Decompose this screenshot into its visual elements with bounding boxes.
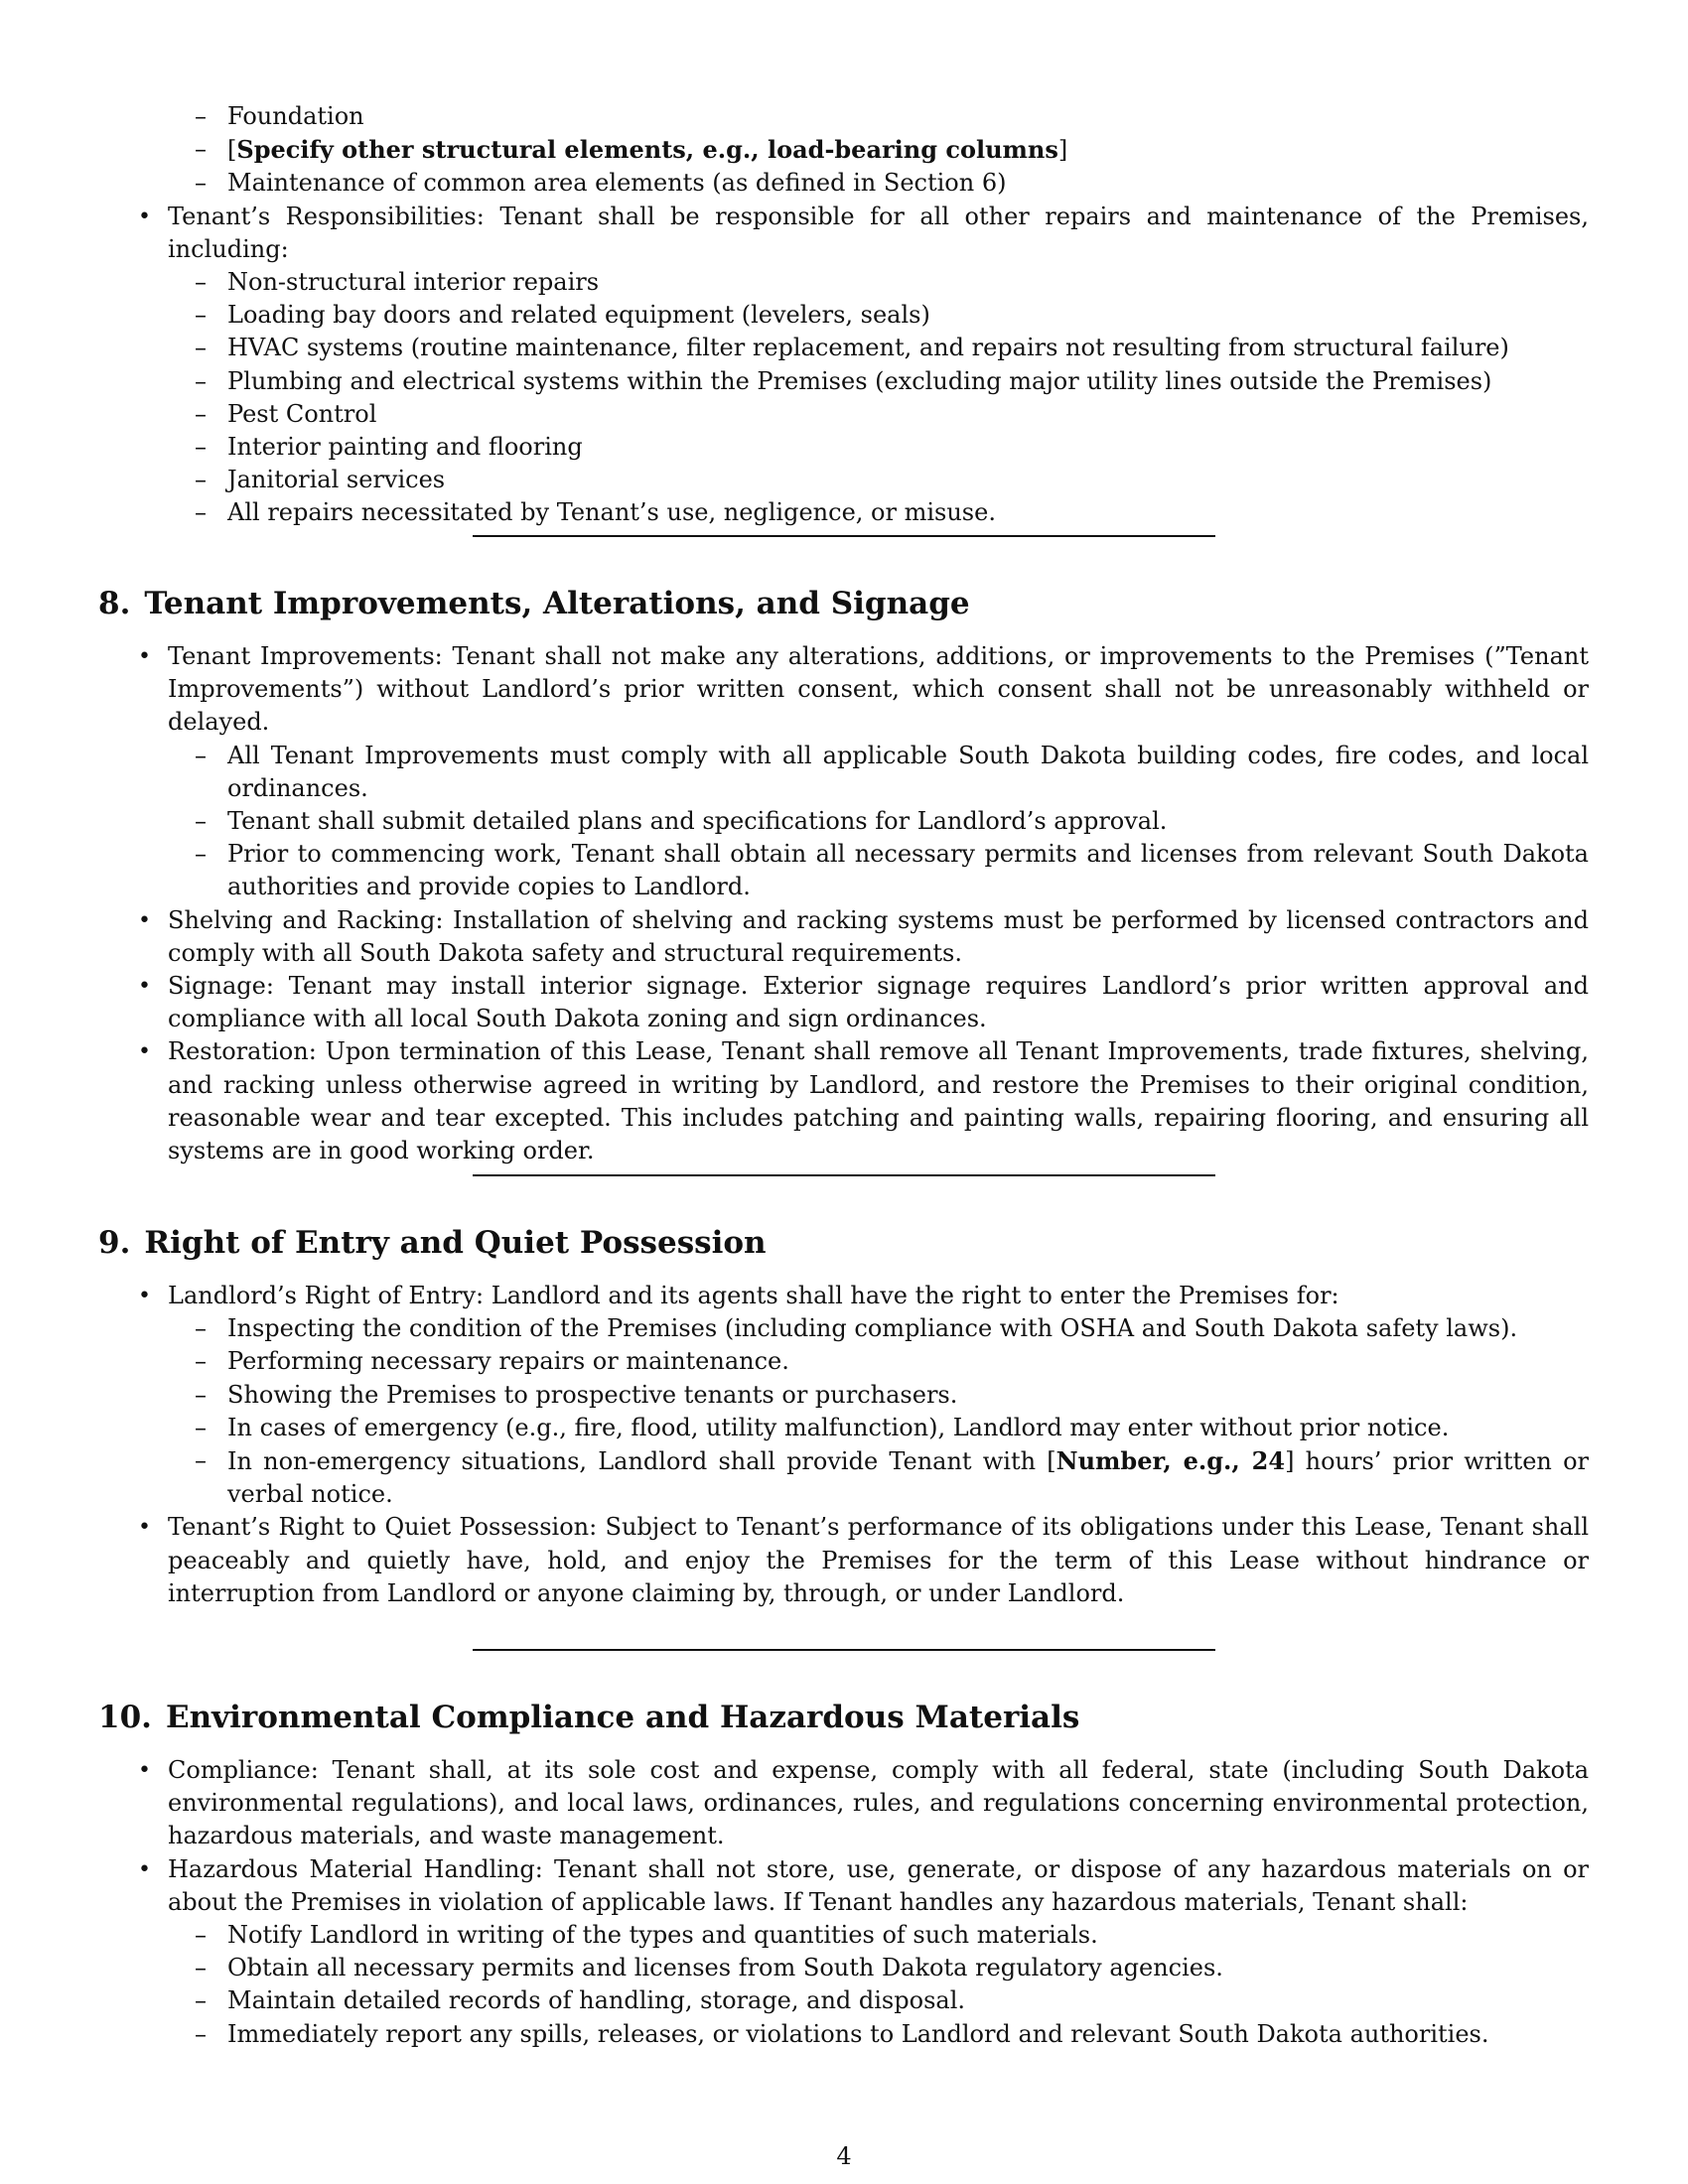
- list-item: [168, 1379, 1589, 1412]
- list-item: [168, 167, 1589, 200]
- text-run: Maintenance of common area elements (as defined in Section 6): [227, 169, 1007, 198]
- section-9-body: [0, 1280, 1589, 1610]
- section-number: 9.: [98, 1225, 131, 1261]
- list-item: [168, 1312, 1589, 1345]
- list-item: [168, 133, 1589, 167]
- section-10-heading: [98, 1698, 1079, 1737]
- list-item: – Interior painting and flooring: [168, 431, 1589, 464]
- list-item: – All Tenant Improvements must comply with all applicable South Dakota building codes, fire codes, and local ordinances.: [168, 740, 1589, 805]
- page-number: 4: [836, 2142, 852, 2170]
- section-7-continuation: [0, 100, 1589, 530]
- text-run: In cases of emergency (e.g., fire, flood, utility malfunction), Landlord may enter without prior notice.: [227, 1413, 1450, 1441]
- section-divider: [473, 1174, 1215, 1176]
- list-item: – Immediately report any spills, releases, or violations to Landlord and relevant South Dakota authorities.: [168, 2018, 1589, 2051]
- list-item: [168, 100, 1589, 133]
- list-item: – Notify Landlord in writing of the types and quantities of such materials.: [168, 1919, 1589, 1952]
- restoration-item: • Restoration: Upon termination of this Lease, Tenant shall remove all Tenant Improvements, trade fixtures, shelving, and racking unless otherwise agreed in writing by Landlord, and restore the Premises to their original condition, reasonable wear and tear excepted. This includes patching and painting walls, repairing flooring, and ensuring all systems are in good working order.: [98, 1035, 1589, 1167]
- section-10-body: [0, 1754, 1589, 2051]
- tenant-responsibilities-list: [0, 266, 1589, 530]
- section-8-body: [0, 640, 1589, 1167]
- landlord-responsibilities-list: [0, 100, 1589, 201]
- list-item: – Prior to commencing work, Tenant shall obtain all necessary permits and licenses from relevant South Dakota authorities and provide copies to Landlord.: [168, 838, 1589, 903]
- list-item: – Janitorial services: [168, 464, 1589, 496]
- section-number: 8.: [98, 586, 131, 621]
- section-title: Tenant Improvements, Alterations, and Signage: [144, 586, 970, 621]
- text-run: [: [227, 136, 237, 165]
- list-item: – Non-structural interior repairs: [168, 266, 1589, 299]
- list-item: – HVAC systems (routine maintenance, filter replacement, and repairs not resulting from structural failure): [168, 332, 1589, 364]
- shelving-racking-item: • Shelving and Racking: Installation of shelving and racking systems must be performed by licensed contractors and comply with all South Dakota safety and structural requirements.: [98, 904, 1589, 970]
- list-item: – All repairs necessitated by Tenant’s use, negligence, or misuse.: [168, 496, 1589, 529]
- section-9-heading: [98, 1223, 767, 1263]
- list-item: – Plumbing and electrical systems within the Premises (excluding major utility lines outside the Premises): [168, 365, 1589, 398]
- text-run: Performing necessary repairs or maintenance.: [227, 1347, 789, 1376]
- list-item: – Loading bay doors and related equipment (levelers, seals): [168, 299, 1589, 332]
- list-item: [168, 1444, 1589, 1511]
- list-item: [168, 1345, 1589, 1378]
- bold-text: Number, e.g., 24: [1055, 1446, 1286, 1476]
- list-item: – Obtain all necessary permits and licenses from South Dakota regulatory agencies.: [168, 1952, 1589, 1984]
- text-run: Inspecting the condition of the Premises (including compliance with OSHA and South Dakota safety laws).: [227, 1314, 1518, 1343]
- list-item: – Tenant shall submit detailed plans and specifications for Landlord’s approval.: [168, 805, 1589, 838]
- text-run: In non-emergency situations, Landlord shall provide Tenant with [: [227, 1447, 1056, 1476]
- text-run: Showing the Premises to prospective tenants or purchasers.: [227, 1380, 958, 1409]
- section-number: 10.: [98, 1700, 152, 1735]
- list-item: – Maintain detailed records of handling, storage, and disposal.: [168, 1984, 1589, 2017]
- tenant-improvements-item: • Tenant Improvements: Tenant shall not make any alterations, additions, or improvements to the Premises (”Tenant Improvements”) without Landlord’s prior written consent, which consent shall not be unreasonably withheld or delayed.: [98, 640, 1589, 740]
- bold-text: Specify other structural elements, e.g., load-bearing columns: [236, 135, 1058, 165]
- list-item: – Pest Control: [168, 398, 1589, 431]
- quiet-possession-item: • Tenant’s Right to Quiet Possession: Subject to Tenant’s performance of its obligations under this Lease, Tenant shall peaceably and quietly have, hold, and enjoy the Premises for the term of this Lease without hindrance or interruption from Landlord or anyone claiming by, through, or under Landlord.: [98, 1511, 1589, 1610]
- signage-item: • Signage: Tenant may install interior signage. Exterior signage requires Landlord’s prior written approval and compliance with all local South Dakota zoning and sign ordinances.: [98, 970, 1589, 1035]
- tenant-responsibilities: [0, 201, 1589, 266]
- section-divider: [473, 535, 1215, 537]
- hazardous-material-item: • Hazardous Material Handling: Tenant shall not store, use, generate, or dispose of any hazardous materials on or about the Premises in violation of applicable laws. If Tenant handles any hazardous materials, Tenant shall:: [98, 1853, 1589, 1919]
- text-run: ]: [1057, 136, 1068, 165]
- section-divider: [473, 1649, 1215, 1651]
- section-title: Right of Entry and Quiet Possession: [144, 1225, 767, 1261]
- compliance-item: • Compliance: Tenant shall, at its sole cost and expense, comply with all federal, state (including South Dakota environmental regulations), and local laws, ordinances, rules, and regulations concerning environmental protection, hazardous materials, and waste management.: [98, 1754, 1589, 1853]
- list-item: [168, 1412, 1589, 1444]
- section-8-heading: [98, 584, 970, 623]
- text-run: Foundation: [227, 102, 364, 130]
- section-title: Environmental Compliance and Hazardous Materials: [165, 1700, 1080, 1735]
- tenant-responsibilities-intro: • Tenant’s Responsibilities: Tenant shall be responsible for all other repairs and maintenance of the Premises, including:: [98, 201, 1589, 266]
- right-of-entry-item: • Landlord’s Right of Entry: Landlord and its agents shall have the right to enter the Premises for:: [98, 1280, 1589, 1312]
- text-run: ] hours’ prior written or verbal notice.: [227, 1447, 1590, 1509]
